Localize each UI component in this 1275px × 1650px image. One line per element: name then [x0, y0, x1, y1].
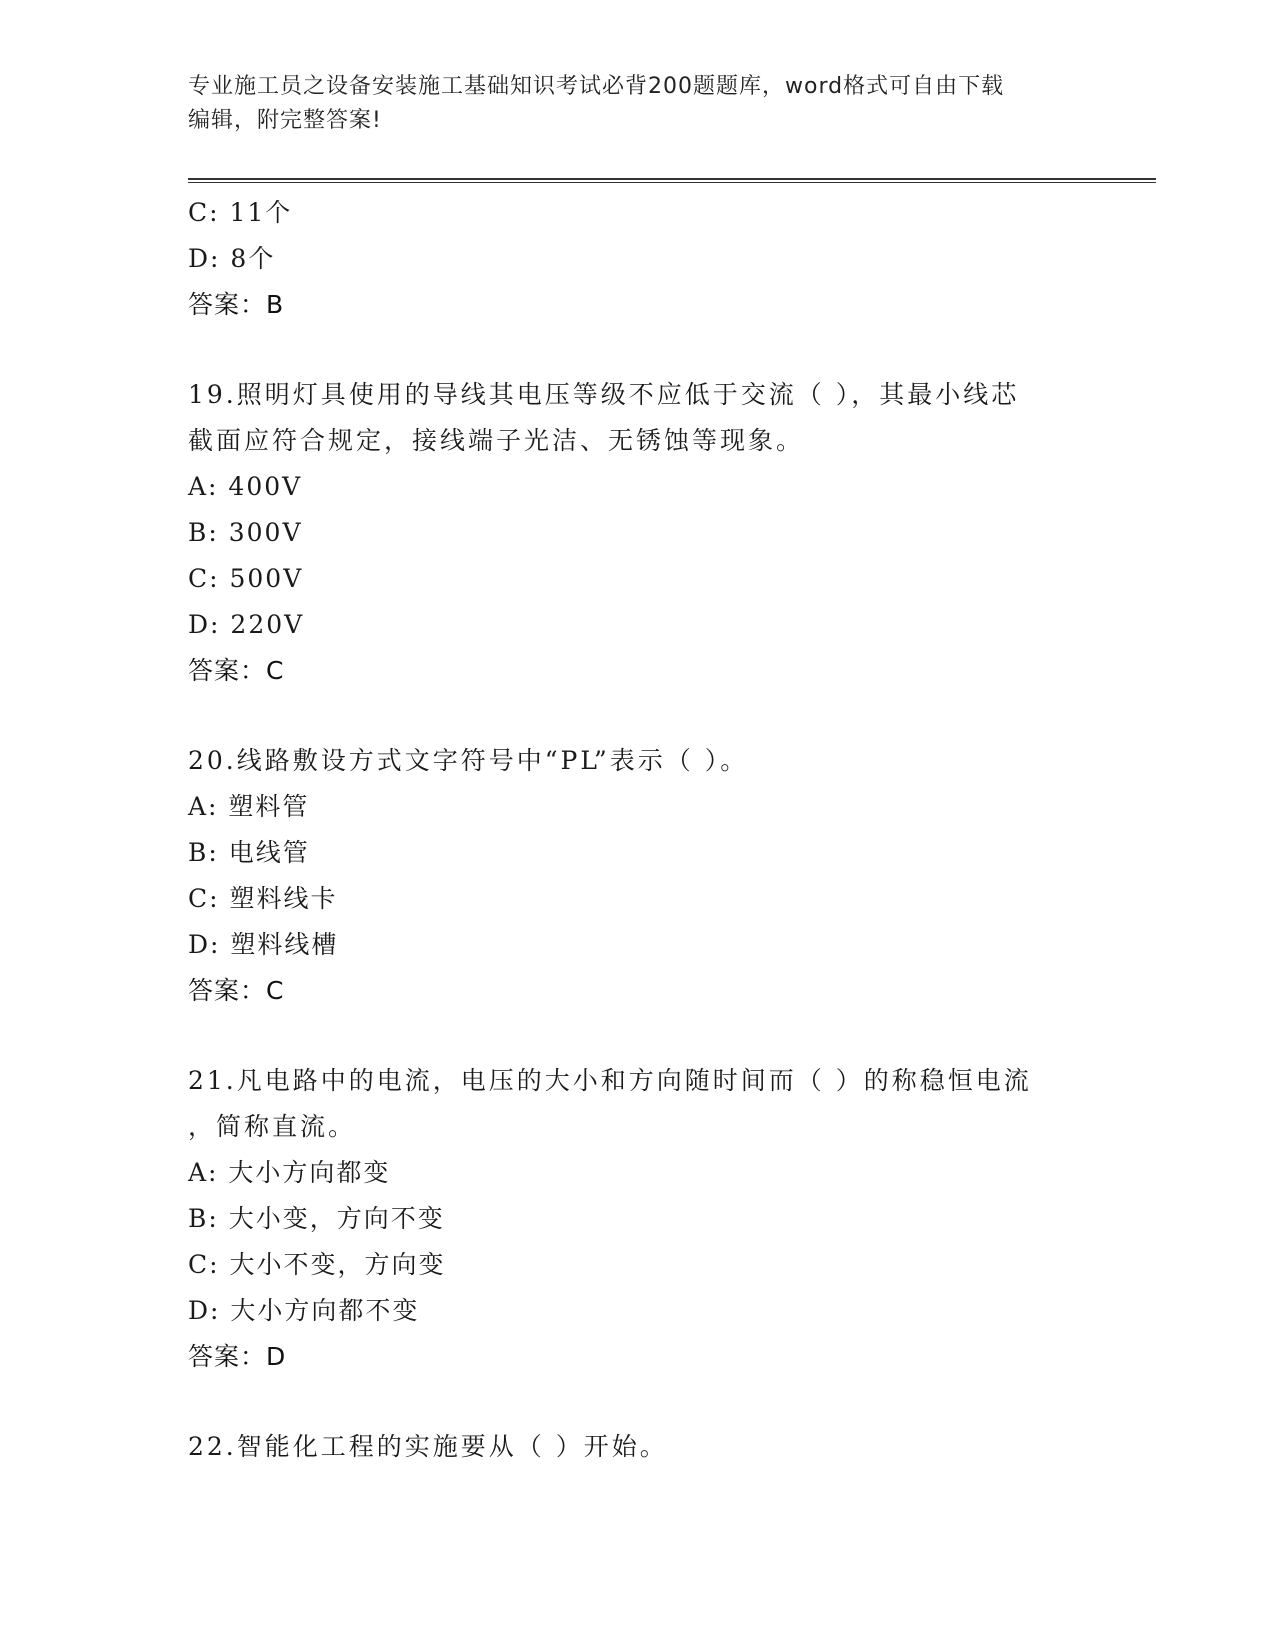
option-b: B: 300V — [188, 518, 303, 547]
option-b: B: 大小变，方向不变 — [188, 1204, 445, 1233]
answer-line: 答案：B — [188, 290, 285, 319]
stem-line: 19.照明灯具使用的导线其电压等级不应低于交流（ ），其最小线芯 — [188, 380, 1020, 409]
option-b: B: 电线管 — [188, 838, 310, 867]
header-divider — [188, 178, 1156, 183]
option-d: D: 塑料线槽 — [188, 930, 339, 959]
option-a: A: 大小方向都变 — [188, 1158, 391, 1187]
question-stem — [188, 1424, 1088, 1470]
answer-line: 答案：C — [188, 656, 285, 685]
partial-question-18 — [188, 190, 1088, 328]
answer-line: 答案：D — [188, 1342, 287, 1371]
option-d: D: 8个 — [188, 244, 276, 273]
question-21 — [188, 1058, 1088, 1380]
stem-line: 截面应符合规定，接线端子光洁、无锈蚀等现象。 — [188, 426, 805, 455]
document-body — [188, 190, 1088, 1470]
stem-line: 20.线路敷设方式文字符号中“PL”表示（ ）。 — [188, 746, 749, 775]
question-19 — [188, 372, 1088, 694]
question-22 — [188, 1424, 1088, 1470]
option-d: D: 大小方向都不变 — [188, 1296, 420, 1325]
stem-line: 22.智能化工程的实施要从（ ）开始。 — [188, 1432, 668, 1461]
stem-line: 21.凡电路中的电流，电压的大小和方向随时间而（ ）的称稳恒电流 — [188, 1066, 1032, 1095]
option-a: A: 400V — [188, 472, 303, 501]
option-d: D: 220V — [188, 610, 305, 639]
header-title-line-2: 编辑，附完整答案! — [188, 108, 382, 133]
page-header — [188, 70, 1088, 138]
option-c: C: 大小不变，方向变 — [188, 1250, 446, 1279]
answer-line: 答案：C — [188, 976, 285, 1005]
question-stem — [188, 738, 1088, 784]
question-stem — [188, 372, 1088, 464]
option-a: A: 塑料管 — [188, 792, 310, 821]
header-title-line-1: 专业施工员之设备安装施工基础知识考试必背200题题库，word格式可自由下载 — [188, 74, 1005, 99]
question-20 — [188, 738, 1088, 1014]
option-c: C: 11个 — [188, 198, 293, 227]
question-stem — [188, 1058, 1088, 1150]
option-c: C: 塑料线卡 — [188, 884, 338, 913]
stem-line: ，简称直流。 — [188, 1112, 357, 1141]
option-c: C: 500V — [188, 564, 304, 593]
